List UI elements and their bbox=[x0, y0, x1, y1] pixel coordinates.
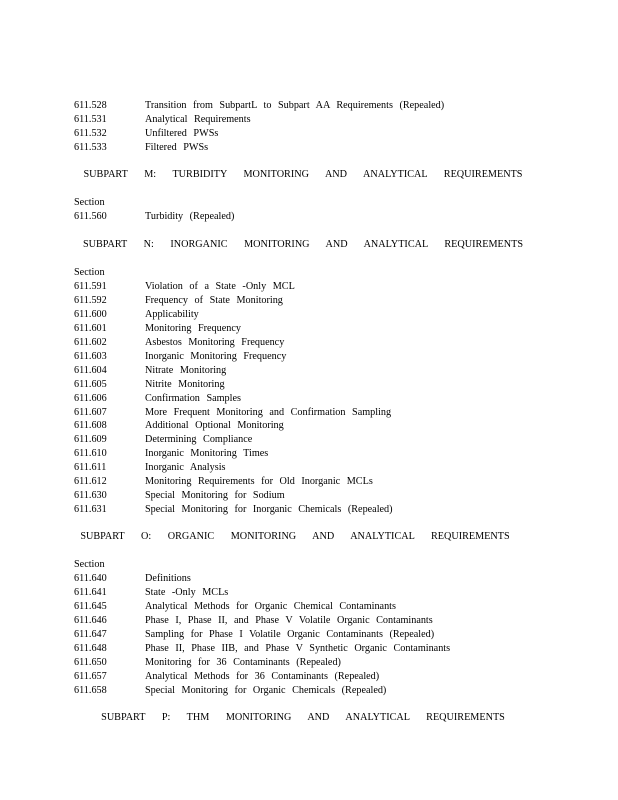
section-title: Asbestos Monitoring Frequency bbox=[145, 336, 285, 348]
subpart-heading: SUBPART M: TURBIDITY MONITORING AND ANALYTICAL REQUIREMENTS bbox=[83, 169, 523, 180]
section-title: Applicability bbox=[145, 308, 199, 320]
section-title: Determining Compliance bbox=[145, 434, 253, 446]
section-title: Additional Optional Monitoring bbox=[145, 420, 284, 432]
section-title: Inorganic Monitoring Frequency bbox=[145, 350, 287, 362]
section-title: Violation of a State -Only MCL bbox=[145, 280, 295, 292]
section-number: 611.604 bbox=[74, 364, 107, 376]
section-number: 611.560 bbox=[74, 210, 107, 222]
section-title: Special Monitoring for Inorganic Chemicals (Repealed) bbox=[145, 504, 393, 516]
section-title: Monitoring Frequency bbox=[145, 322, 241, 334]
section-title: State -Only MCLs bbox=[145, 586, 229, 598]
section-number: 611.603 bbox=[74, 350, 107, 362]
section-number: 611.531 bbox=[74, 113, 107, 125]
section-title: Nitrite Monitoring bbox=[145, 378, 225, 390]
section-number: 611.631 bbox=[74, 504, 107, 516]
section-number: 611.645 bbox=[74, 600, 107, 612]
section-title: Analytical Methods for Organic Chemical Contaminants bbox=[145, 600, 396, 612]
subpart-heading: SUBPART O: ORGANIC MONITORING AND ANALYTICAL REQUIREMENTS bbox=[80, 531, 510, 542]
section-number: 611.601 bbox=[74, 322, 107, 334]
section-number: 611.528 bbox=[74, 100, 107, 111]
section-number: 611.657 bbox=[74, 670, 107, 682]
section-number: 611.658 bbox=[74, 684, 107, 696]
section-number: 611.630 bbox=[74, 490, 107, 502]
section-title: Confirmation Samples bbox=[145, 392, 241, 404]
section-label: Section bbox=[74, 559, 105, 570]
section-title: Phase I, Phase II, and Phase V Volatile Organic Contaminants bbox=[145, 614, 433, 626]
section-number: 611.592 bbox=[74, 294, 107, 306]
section-title: Analytical Requirements bbox=[145, 113, 251, 125]
section-title: Sampling for Phase I Volatile Organic Contaminants (Repealed) bbox=[145, 628, 435, 640]
section-title: Special Monitoring for Sodium bbox=[145, 490, 285, 502]
section-title: Monitoring Requirements for Old Inorganic MCLs bbox=[145, 476, 373, 488]
section-number: 611.605 bbox=[74, 378, 107, 390]
section-title: Turbidity (Repealed) bbox=[145, 210, 235, 222]
section-title: Filtered PWSs bbox=[145, 141, 209, 153]
section-number: 611.609 bbox=[74, 434, 107, 446]
section-number: 611.611 bbox=[74, 462, 107, 474]
section-title: Unfiltered PWSs bbox=[145, 127, 219, 139]
section-number: 611.641 bbox=[74, 586, 107, 598]
section-number: 611.612 bbox=[74, 476, 107, 488]
section-number: 611.606 bbox=[74, 392, 107, 404]
section-number: 611.640 bbox=[74, 572, 107, 584]
section-number: 611.650 bbox=[74, 656, 107, 668]
section-title: More Frequent Monitoring and Confirmation Sampling bbox=[145, 406, 392, 418]
section-number: 611.600 bbox=[74, 308, 107, 320]
section-number: 611.591 bbox=[74, 280, 107, 292]
section-title: Frequency of State Monitoring bbox=[145, 294, 283, 306]
section-number: 611.648 bbox=[74, 642, 107, 654]
section-number: 611.646 bbox=[74, 614, 107, 626]
section-label: Section bbox=[74, 267, 105, 278]
section-title: Definitions bbox=[145, 572, 191, 584]
section-label: Section bbox=[74, 197, 105, 208]
section-number: 611.532 bbox=[74, 127, 107, 139]
section-number: 611.608 bbox=[74, 420, 107, 432]
section-number: 611.647 bbox=[74, 628, 107, 640]
section-title: Inorganic Monitoring Times bbox=[145, 448, 269, 460]
section-title: Monitoring for 36 Contaminants (Repealed) bbox=[145, 656, 341, 668]
section-title: Transition from SubpartL to Subpart AA Requirements (Repealed) bbox=[145, 100, 445, 111]
section-number: 611.602 bbox=[74, 336, 107, 348]
section-number: 611.607 bbox=[74, 406, 107, 418]
section-title: Inorganic Analysis bbox=[145, 462, 226, 474]
section-title: Analytical Methods for 36 Contaminants (Repealed) bbox=[145, 670, 380, 682]
section-title: Phase II, Phase IIB, and Phase V Synthetic Organic Contaminants bbox=[145, 642, 451, 654]
section-number: 611.610 bbox=[74, 448, 107, 460]
subpart-heading: SUBPART N: INORGANIC MONITORING AND ANALYTICAL REQUIREMENTS bbox=[82, 239, 524, 250]
section-title: Special Monitoring for Organic Chemicals (Repealed) bbox=[145, 684, 387, 696]
subpart-heading: SUBPART P: THM MONITORING AND ANALYTICAL REQUIREMENTS bbox=[101, 712, 505, 723]
section-title: Nitrate Monitoring bbox=[145, 364, 227, 376]
section-number: 611.533 bbox=[74, 141, 107, 153]
